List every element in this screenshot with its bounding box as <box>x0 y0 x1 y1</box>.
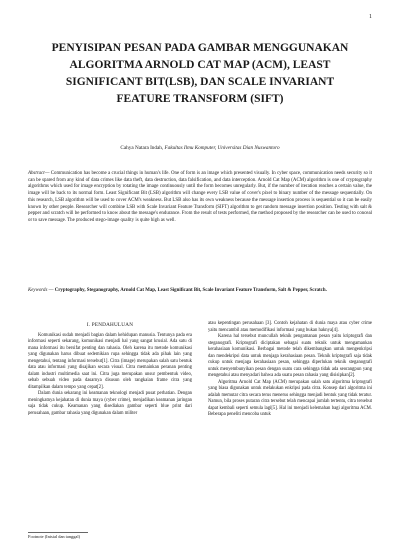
keywords-dash: — <box>47 288 55 293</box>
body-paragraph: Algoritma Arnold Cat Map (ACM) merupakan salah satu algoritma kriptografi yang biasa digunakan untuk melakukan enkripsi pada citra. Konsep dari algoritma ini adalah memutar citra secara terus menerus sehingga menjadi bentuk yang tidak teratur. Namun, bila proses putaran citra tersebut telah mencapai jumlah tertentu, citra tersebut dapat kembali seperti semula lagi[5]. Hal ini menjadi kelemahan bagi algoritma ACM. Beberapa peneliti mencoba untuk <box>208 379 372 417</box>
abstract-label: Abstract <box>28 171 45 176</box>
left-column <box>28 320 192 417</box>
body-paragraph: Komunikasi sudah menjadi bagian dalam kehidupan manusia. Tentunya pada era informasi seperti sekarang, komunikasi menjadi hal yang sangat krusial. Ada satu di mana informasi itu bersifat penting dan rahasia. Oleh karena itu metode komunikasi yang digunakan harus dibuat sedemikian rupa sehingga tidak ada pihak lain yang mengetahui, tentang informasi tersebut[1]. Citra (image) merupakan salah satu bentuk data atau informasi yang disajikan secara visual. Citra memainkan peranan penting dalam industri multimedia saat ini. Citra juga merupakan unsur pembentuk video, sebab sebuah video pada dasarnya disusun oleh rangkaian frame citra yang ditampilkan dalam tempo yang cepat[2]. <box>28 332 192 390</box>
footnote: Footnote (Inisial dan tanggal) <box>28 534 81 539</box>
abstract <box>28 171 372 225</box>
body-paragraph: atau kepentingan perusahaan [3]. Contoh kejahatan di dunia maya atau cyber crime yaitu mencambil atau memodifikasi informasi yang bukan haknya[4]. <box>208 321 372 333</box>
footnote-rule <box>28 532 88 533</box>
keywords <box>28 288 372 295</box>
body-paragraph: Dalam dunia sekarang ini keamanan teknologi menjadi pusat perhatian. Dengan meningkatnya kejahatan di dunia maya (cyber crime), menjadikan keamanan jaringan saja tidak cukup. Keamanan yang disediakan gambar seperti blue print dari perusahaan, gambar rahasia yang digunakan dalam militer <box>28 391 192 416</box>
paper-title: PENYISIPAN PESAN PADA GAMBAR MENGGUNAKAN ALGORITMA ARNOLD CAT MAP (ACM), LEAST SIGNIFICANT BIT(LSB), DAN SCALE INVARIANT FEATURE TRANSFORM (SIFT) <box>51 42 349 105</box>
page-number: 1 <box>369 14 372 20</box>
keywords-terms: Cryptography, Steganography, Arnold Cat Map, Least Significant Bit, Scale Invariant Feature Transform, Salt & Pepper, Scratch. <box>54 288 327 293</box>
author-affiliation: Fakultas Ilmu Komputer, Universitas Dian Nuswantoro <box>164 145 280 151</box>
section-heading-introduction: I. PENDAHULUAN <box>86 322 134 328</box>
body-paragraph: Karena hal tersebut muncullah teknik pengamanan pesan yaitu kriptografi dan steganografi. Kriptografi diciptakan sebagai suatu teknik untuk mengamankan kerahasiaan komunikasi. Berbagai metode telah dikembangkan untuk mengenkripsi dan mendekripsi data untuk menjaga kerahasiaan pesan. Teknik kriptografi saja tidak cukup untuk menjaga kerahasiaan pesan, sehingga diperlukan teknik steganografi untuk menyembunyikan pesan dengan suatu cara sehingga tidak ada seorangpun yang mengetahui atau menyadari bahwa ada suatu pesan rahasia yang disisipkan[2]. <box>208 334 372 378</box>
author-line <box>40 145 360 151</box>
keywords-label: Keywords <box>28 288 48 293</box>
abstract-text: — Communication has become a crucial things in human's life. One of form is an image which presented visually. In cyber space, communication needs security so it can be spared from any kind of data crimes like data theft, data destruction, data falsification, and data interception. Arnold Cat Map (ACM) algorithm is one of cryptography algorithms which used for image encryption by rotating the image continuously until the form becomes unregularly. But, if the number of iteration reaches a certain value, the image will be back to its normal form. Least Significant Bit (LSB) algorithm will change every LSB value of cover's pixel to binary number of the message sequentially. On this research, LSB algorithm will be used to cover ACM's weakness. But LSB also has its own weakness because the message insertion process is sequential so it can be easily known by other people. Researcher will combine LSB with Scale Invariant Feature Transform (SIFT) algorithm to get random message insertion position. Testing with salt & pepper and scratch will be performed to know about the message's endurance. From the result of tests performed, the method proposed by the researcher can be used to conceal or to save message. The produced stego-image quality is quite high as well. <box>28 171 372 223</box>
right-column <box>208 321 372 419</box>
author-name: Cahya Natara Indah, <box>120 145 164 151</box>
